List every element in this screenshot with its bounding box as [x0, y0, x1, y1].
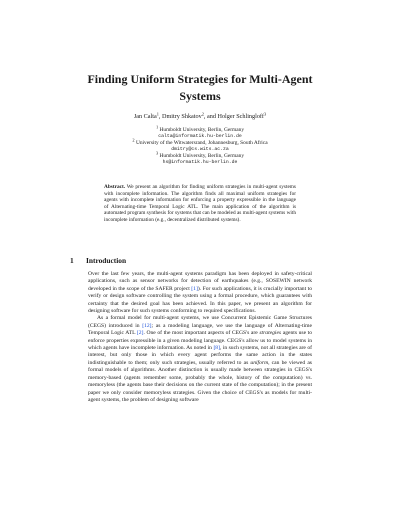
author-list	[40, 113, 360, 121]
paragraph-2	[88, 315, 312, 404]
emphasis: uniform	[250, 359, 269, 366]
emphasis: strategies	[259, 330, 282, 337]
affil-org: University of the Witwatersrand, Johannesburg, South Africa	[135, 140, 268, 147]
author-name: Jan Calta	[133, 113, 157, 120]
affiliation	[40, 150, 360, 160]
body-text	[88, 271, 312, 404]
author-affil-mark: 1	[156, 111, 159, 117]
section-heading	[70, 256, 126, 265]
text-run: As a formal model for multi-agent systems, we use Concurrent Epistemic Game Structures (CEGS) introduced in	[88, 315, 312, 329]
affil-email: calta@informatik.hu-berlin.de	[158, 133, 242, 139]
title-line-1: Finding Uniform Strategies for Multi-Agent	[87, 72, 313, 86]
text-run: Over the last few years, the multi-agent systems paradigm has been deployed in safety-critical applications, such as sensor networks for detection of earthquakes (e.g., SOSEWIN network developed in the scope of the SAFER project	[88, 271, 312, 292]
abstract-label: Abstract.	[104, 184, 126, 190]
author-separator: ,	[158, 113, 162, 120]
paper-title	[70, 71, 330, 104]
text-run: ; as a modeling language, we use the language of Alternating-time Temporal Logic ATL	[88, 322, 312, 337]
author-separator: , and	[203, 113, 218, 120]
affiliation	[40, 137, 360, 147]
author-affil-mark: 2	[201, 111, 204, 117]
affiliations	[40, 124, 360, 167]
citation-link[interactable]: [12]	[142, 322, 152, 329]
abstract	[104, 184, 296, 224]
author-name: Dmitry Shkatov	[162, 113, 202, 120]
text-run: ). For such applications, it is crucially important to verify or design software controlling the system using a formal procedure, which guarantees with certainty that the desired goal has been achieved. In this paper, we present an algorithm for designing software for such systems conforming to required specifications.	[88, 285, 312, 315]
section-title: Introduction	[86, 256, 127, 265]
citation-link[interactable]: [2]	[136, 330, 144, 337]
paragraph-1	[88, 271, 312, 315]
affiliation	[40, 124, 360, 134]
abstract-text: We present an algorithm for finding uniform strategies in multi-agent systems with incomplete information. The algorithm finds all maximal uniform strategies for agents with incomplete information for enforcing a property expressible in the language of Alternating-time Temporal Logic ATL. The main application of the algorithm is automated program synthesis for systems that can be modeled as multi-agent systems with incomplete information (e.g., decentralized distributed systems).	[104, 184, 296, 223]
title-line-2: Systems	[179, 88, 221, 103]
author-name: Holger Schlingloff	[217, 113, 264, 120]
author-affil-mark: 3	[263, 111, 267, 117]
section-number: 1	[70, 256, 74, 265]
affil-email: hs@informatik.hu-berlin.de	[162, 159, 238, 165]
text-run: . One of the most important aspects of CEGS's are	[143, 330, 260, 337]
text-run: , can be viewed as formal models of algorithms. Another distinction is usually made between strategies in CEGS's memory-based (agents remember some, probably the whole, history of the computation) vs. memoryless (the agents base their decisions on the current state of the computation); in the present paper we only consider memoryless strategies. Given the choice of CEGS's as models for multi-agent systems, the problem of designing software	[88, 359, 312, 403]
affil-mark: 2	[132, 137, 135, 143]
citation-link[interactable]: [8]	[213, 345, 220, 352]
affil-org: Humboldt University, Berlin, Germany	[159, 127, 245, 133]
affil-mark: 3	[155, 150, 159, 156]
affil-mark: 1	[155, 124, 159, 130]
affil-org: Humboldt University, Berlin, Germany	[159, 153, 245, 160]
affil-email: dmitry@cs.wits.ac.za	[171, 146, 229, 152]
text-run: agents use to enforce properties expressible in a given modeling language. CEGS's allow us to model systems in which agents have incomplete information. As noted in	[88, 330, 313, 352]
citation-link[interactable]: [1]	[191, 285, 198, 292]
text-run: , in such systems, not all strategies are of interest, but only those in which every agent performs the same action in the states indistinguishable to them; only such strategies, usually referred to as	[88, 345, 312, 366]
